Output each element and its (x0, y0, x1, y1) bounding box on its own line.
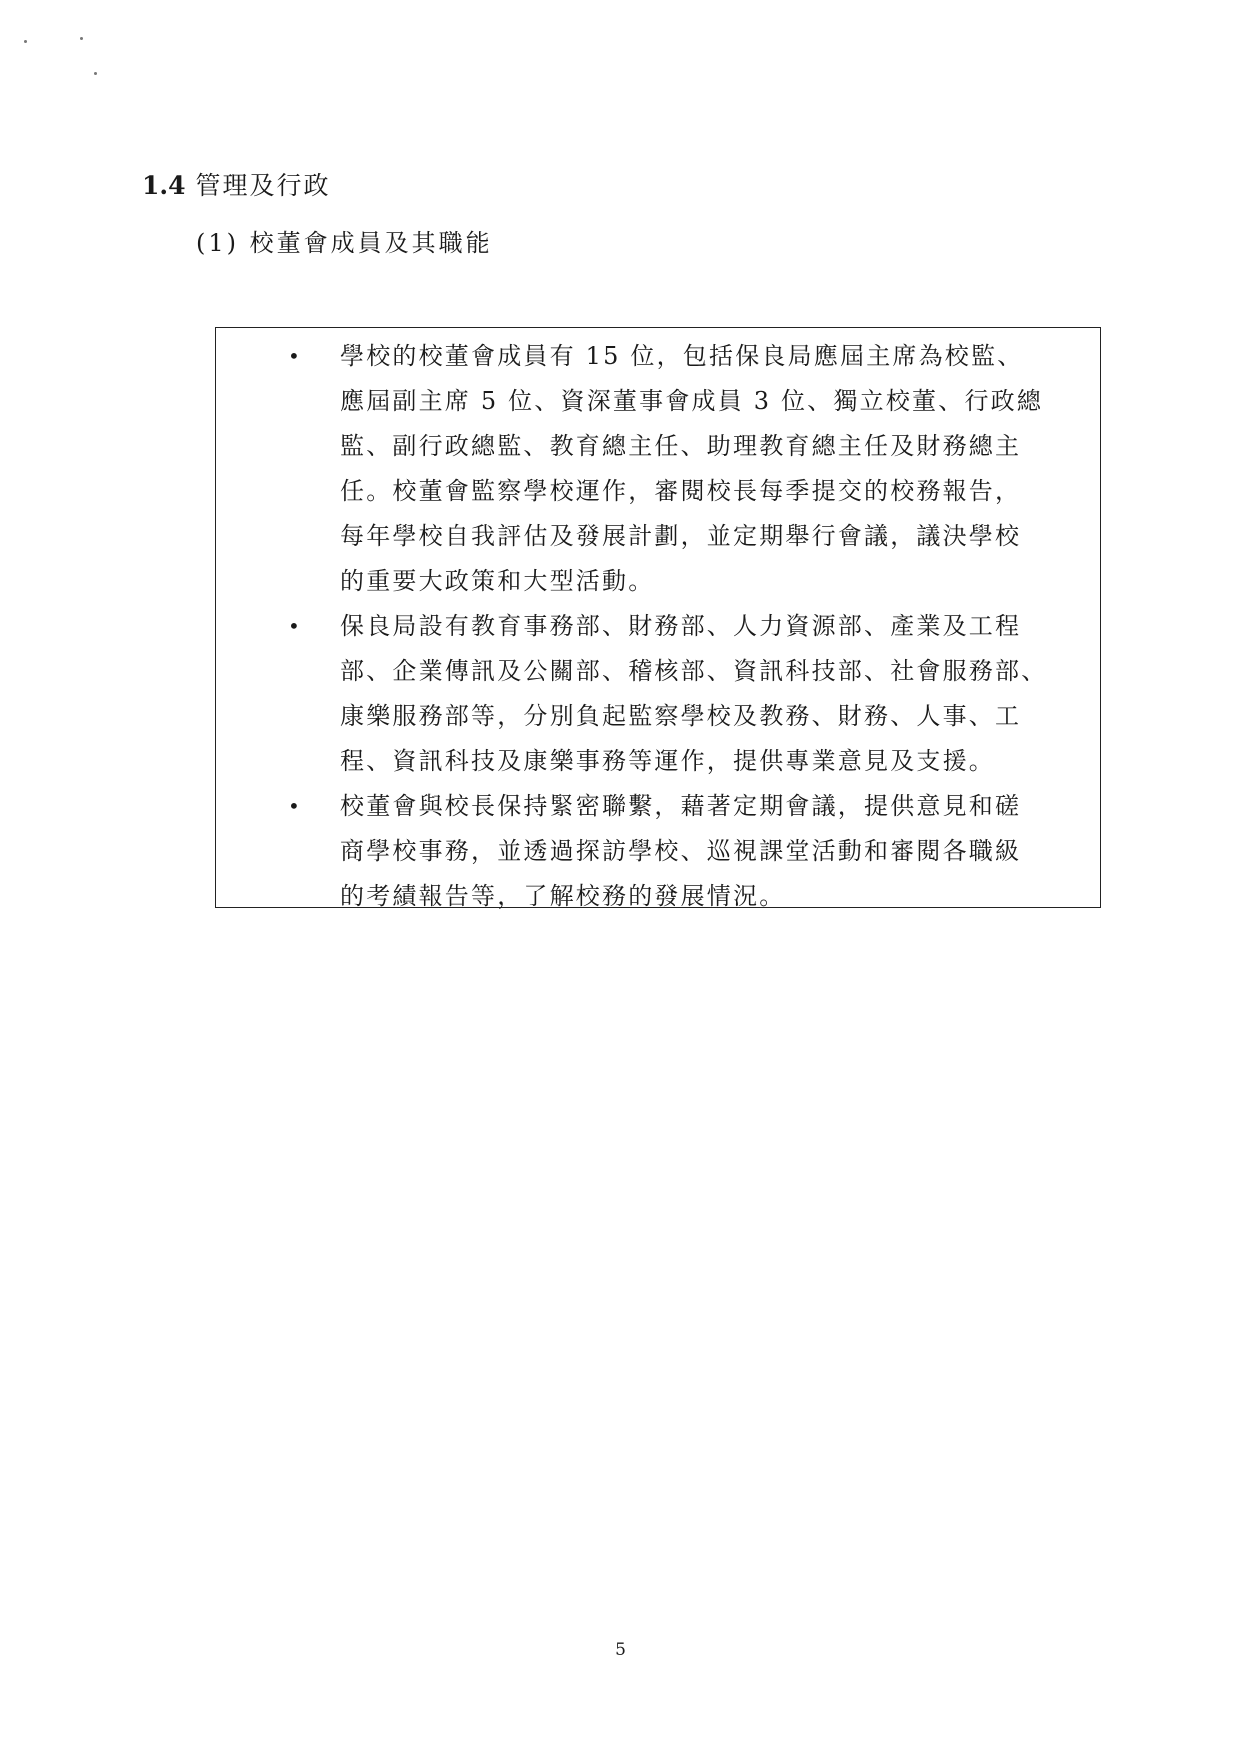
text-line: 保良局設有教育事務部、財務部、人力資源部、產業及工程 (340, 612, 1022, 640)
text-line: 部、企業傳訊及公關部、稽核部、資訊科技部、社會服務部、 (340, 657, 1048, 685)
bullet-dot-icon: • (288, 344, 300, 368)
bullet-item (216, 604, 1100, 784)
bullet-item (216, 334, 1100, 604)
bullet-dot-icon: • (288, 794, 300, 818)
text-line: 商學校事務，並透過探訪學校、巡視課堂活動和審閱各職級 (340, 837, 1022, 865)
bullet-item (216, 784, 1100, 919)
bullet-dot-icon: • (288, 614, 300, 638)
text-line: 程、資訊科技及康樂事務等運作，提供專業意見及支援。 (340, 747, 995, 775)
text-line: 校董會與校長保持緊密聯繫，藉著定期會議，提供意見和磋 (340, 792, 1022, 820)
text-line: 的考績報告等，了解校務的發展情況。 (340, 882, 786, 910)
section-number: 1.4 (142, 171, 186, 200)
bordered-text-box (215, 327, 1101, 908)
section-heading (142, 166, 331, 206)
text-line: 康樂服務部等，分別負起監察學校及教務、財務、人事、工 (340, 702, 1022, 730)
text-line: 任。校董會監察學校運作，審閱校長每季提交的校務報告， (340, 477, 1022, 505)
text-line: 的重要大政策和大型活動。 (340, 567, 655, 595)
scan-speck (80, 37, 83, 40)
scan-speck (24, 40, 27, 43)
subsection-heading: (1) 校董會成員及其職能 (196, 229, 493, 257)
text-line: 應屆副主席 5 位、資深董事會成員 3 位、獨立校董、行政總 (340, 387, 1044, 415)
section-title: 管理及行政 (195, 171, 331, 200)
scan-speck (94, 72, 97, 75)
text-line: 每年學校自我評估及發展計劃，並定期舉行會議，議決學校 (340, 522, 1022, 550)
text-line: 學校的校董會成員有 15 位，包括保良局應屆主席為校監、 (340, 342, 1024, 370)
bullet-list (216, 334, 1100, 919)
text-line: 監、副行政總監、教育總主任、助理教育總主任及財務總主 (340, 432, 1022, 460)
page-number: 5 (615, 1640, 626, 1660)
